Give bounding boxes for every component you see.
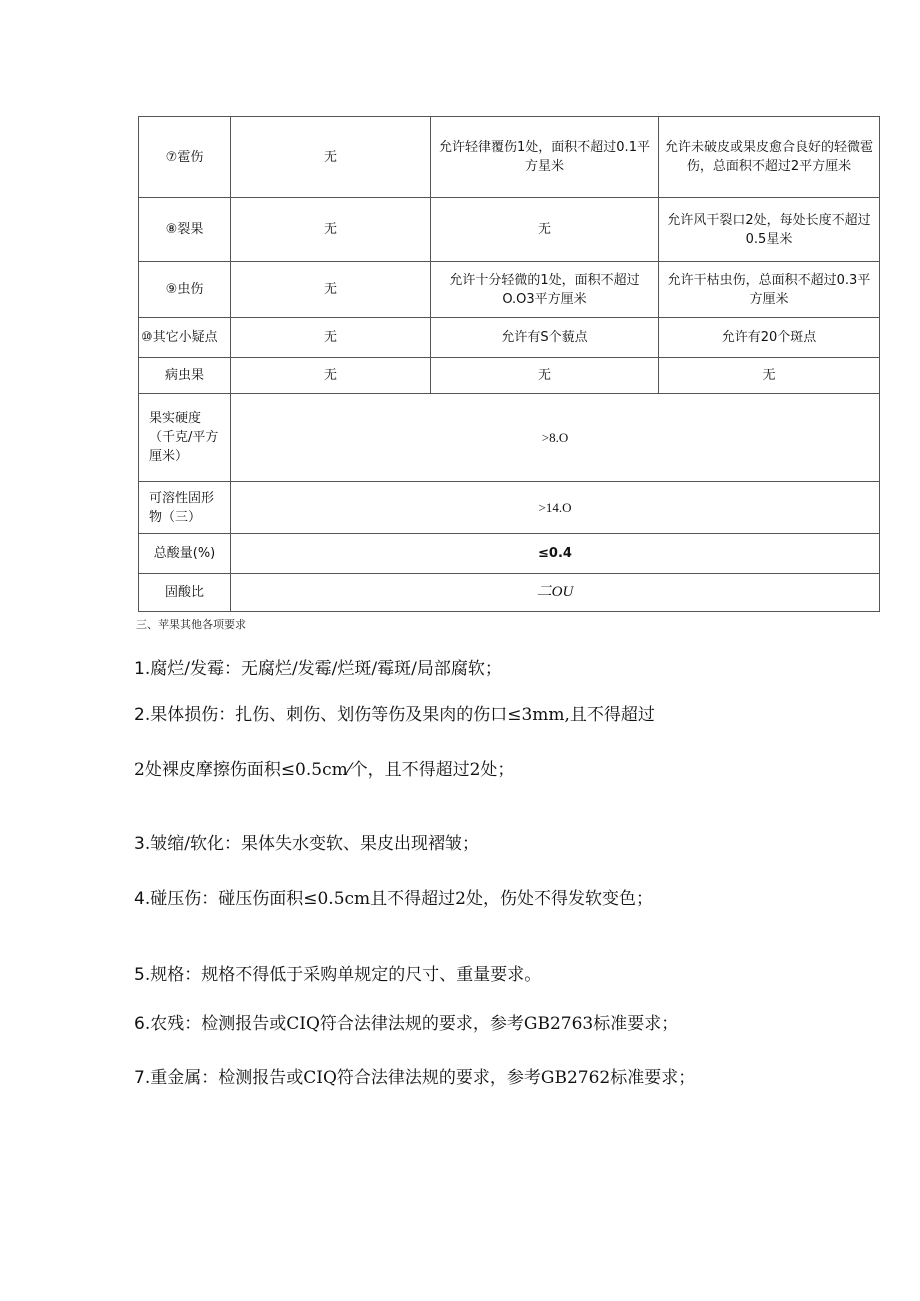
row-label: 总酸量(%) (139, 534, 231, 574)
merged-value-cell: 二OU (231, 574, 880, 612)
grade-3-cell: 允许有20个斑点 (659, 318, 880, 358)
requirement-text: 2处裸皮摩擦伤面积≤0.5cm⁄个，且不得超过2处； (134, 760, 515, 780)
grade-2-cell: 无 (431, 358, 659, 394)
row-label: 果实硬度（千克/平方厘米） (139, 394, 231, 482)
grade-3-cell: 允许风干裂口2处，每处长度不超过0.5星米 (659, 198, 880, 262)
merged-value-cell: ≤0.4 (231, 534, 880, 574)
grade-1-cell: 无 (231, 117, 431, 198)
grade-1-cell: 无 (231, 262, 431, 318)
grade-2-cell: 无 (431, 198, 659, 262)
row-label: ⑦雹伤 (139, 117, 231, 198)
requirement-item (134, 829, 479, 854)
requirement-number: 3 (134, 834, 145, 854)
table-row (139, 318, 880, 358)
table-row (139, 534, 880, 574)
requirement-item (134, 884, 653, 909)
table-row (139, 358, 880, 394)
requirement-text: .农残：检测报告或CIQ符合法律法规的要求，参考GB2763标准要求； (144, 1014, 679, 1034)
requirement-number: 6 (134, 1014, 145, 1034)
requirement-item (134, 1009, 678, 1034)
row-label: ⑧裂果 (139, 198, 231, 262)
requirement-item (134, 700, 655, 725)
table-row (139, 482, 880, 534)
grade-1-cell: 无 (231, 318, 431, 358)
merged-value-cell: >14.O (231, 482, 880, 534)
row-label: 病虫果 (139, 358, 231, 394)
row-label: ⑩其它小疑点 (139, 318, 231, 358)
requirement-text: .碰压伤：碰压伤面积≤0.5cm且不得超过2处，伤处不得发软变色； (144, 889, 653, 909)
grade-3-cell: 允许未破皮或果皮愈合良好的轻微雹伤，总面积不超过2平方厘米 (659, 117, 880, 198)
table-row (139, 117, 880, 198)
requirement-number: 7 (134, 1068, 145, 1088)
requirement-number: 2 (134, 705, 145, 725)
merged-value-cell: >8.O (231, 394, 880, 482)
section-title: 三、苹果其他各项要求 (136, 618, 246, 631)
grade-1-cell: 无 (231, 358, 431, 394)
table-row (139, 394, 880, 482)
table-row (139, 574, 880, 612)
grade-3-cell: 允许干枯虫伤，总面积不超过0.3平方厘米 (659, 262, 880, 318)
requirement-number: 5 (134, 965, 145, 985)
requirement-text: .皱缩/软化：果体失水变软、果皮出现褶皱； (144, 834, 479, 854)
grade-1-cell: 无 (231, 198, 431, 262)
requirement-number: 4 (134, 889, 145, 909)
requirement-text: .规格：规格不得低于采购单规定的尺寸、重量要求。 (144, 965, 542, 985)
table-row (139, 262, 880, 318)
grade-2-cell: 允许轻律覆伤1处，面积不超过0.1平方星米 (431, 117, 659, 198)
quality-spec-table (138, 116, 880, 612)
row-label: 可溶性固形物（三） (139, 482, 231, 534)
requirement-text: .腐烂/发霉：无腐烂/发霉/烂斑/霉斑/局部腐软； (144, 659, 502, 679)
grade-2-cell: 允许十分轻微的1处，面积不超过O.O3平方厘米 (431, 262, 659, 318)
requirement-text: .果体损伤：扎伤、刺伤、划伤等伤及果肉的伤口≤3mm,且不得超过 (144, 705, 655, 725)
requirement-item (134, 654, 502, 679)
requirement-item (134, 960, 541, 985)
row-label: ⑨虫伤 (139, 262, 231, 318)
requirement-continuation (134, 755, 514, 780)
grade-3-cell: 无 (659, 358, 880, 394)
row-label: 固酸比 (139, 574, 231, 612)
requirement-text: .重金属：检测报告或CIQ符合法律法规的要求，参考GB2762标准要求； (144, 1068, 696, 1088)
table-row (139, 198, 880, 262)
grade-2-cell: 允许有S个藐点 (431, 318, 659, 358)
requirement-number: 1 (134, 659, 145, 679)
requirement-item (134, 1063, 695, 1088)
